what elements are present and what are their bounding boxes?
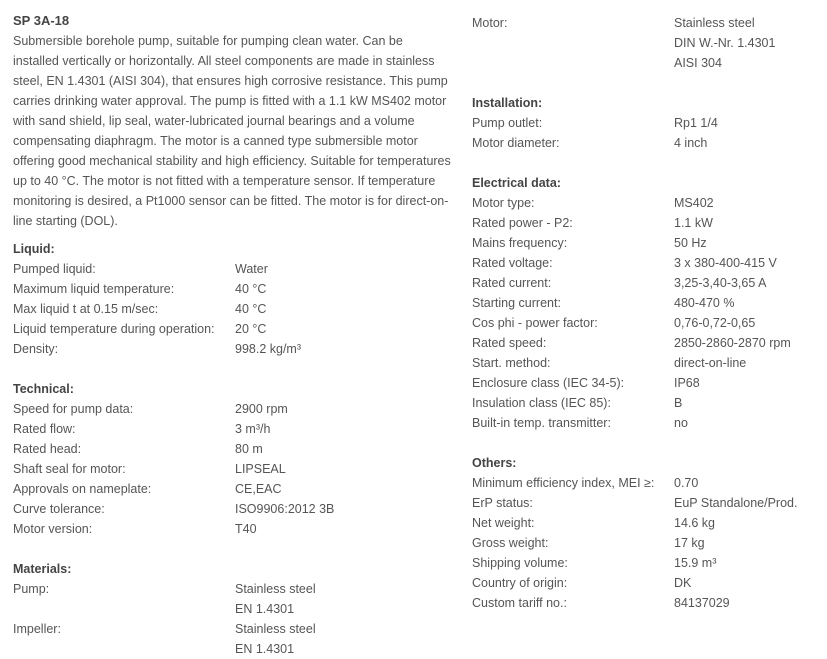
spec-row: [13, 619, 453, 659]
spec-label: Motor:: [472, 16, 508, 30]
spec-label: Enclosure class (IEC 34-5):: [472, 376, 625, 390]
spec-row: [472, 513, 822, 533]
right-column: [472, 13, 822, 613]
spec-value-line: DIN W.-Nr. 1.4301: [674, 36, 776, 50]
spec-value: 14.6 kg: [674, 516, 716, 530]
spec-row: [13, 519, 453, 539]
spec-label: Built-in temp. transmitter:: [472, 416, 611, 430]
spec-label: Insulation class (IEC 85):: [472, 396, 611, 410]
spec-value: DK: [674, 576, 692, 590]
others-table: [472, 473, 822, 613]
spec-row: [472, 593, 822, 613]
spec-label: Gross weight:: [472, 536, 549, 550]
spec-value: direct-on-line: [674, 356, 747, 370]
spec-value: LIPSEAL: [235, 462, 286, 476]
spec-row: [472, 333, 822, 353]
section-spacer: [13, 359, 453, 379]
spec-label: Rated voltage:: [472, 256, 553, 270]
section-title-materials: Materials:: [13, 562, 72, 576]
product-description: Submersible borehole pump, suitable for pumping clean water. Can be installed vertically or horizontally. All steel components are made in stainless steel, EN 1.4301 (AISI 304), that ensures high corrosive resistance. This pump carries drinking water approval. The pump is fitted with a 1.1 kW MS402 motor with sand shield, lip seal, water-lubricated journal bearings and a volume compensating diaphragm. The motor is a canned type submersible motor offering good mechanical stability and high efficiency. Suitable for temperatures up to 40 °C. The motor is not fitted with a temperature sensor. If temperature monitoring is desired, a Pt1000 sensor can be fitted. The motor is for direct-on-line starting (DOL).: [13, 34, 451, 228]
spec-value: 17 kg: [674, 536, 705, 550]
spec-label: Rated power - P2:: [472, 216, 573, 230]
spec-label: Pumped liquid:: [13, 262, 96, 276]
spec-value: 3 m³/h: [235, 422, 271, 436]
spec-label: Motor version:: [13, 522, 93, 536]
spec-row: [13, 399, 453, 419]
spec-value: Water: [235, 262, 268, 276]
spec-row: [13, 439, 453, 459]
spec-label: Net weight:: [472, 516, 535, 530]
spec-label: Impeller:: [13, 622, 61, 636]
spec-value: 4 inch: [674, 136, 708, 150]
spec-value-line: Stainless steel: [235, 582, 316, 596]
spec-value: 998.2 kg/m³: [235, 342, 302, 356]
spec-row: [472, 413, 822, 433]
spec-label: Shaft seal for motor:: [13, 462, 126, 476]
spec-label: Custom tariff no.:: [472, 596, 567, 610]
spec-value: 84137029: [674, 596, 730, 610]
spec-value: IP68: [674, 376, 700, 390]
section-spacer: [472, 73, 822, 93]
spec-row: [13, 339, 453, 359]
spec-label: Rated head:: [13, 442, 82, 456]
spec-row: [472, 253, 822, 273]
spec-value-line: AISI 304: [674, 56, 722, 70]
spec-row: [13, 499, 453, 519]
section-title-liquid: Liquid:: [13, 242, 55, 256]
spec-value: 20 °C: [235, 322, 267, 336]
spec-value: 15.9 m³: [674, 556, 717, 570]
section-title-others: Others:: [472, 456, 517, 470]
product-title: SP 3A-18: [13, 13, 70, 28]
spec-value: CE,EAC: [235, 482, 282, 496]
materials-table: [13, 579, 453, 659]
spec-value: 2900 rpm: [235, 402, 288, 416]
spec-label: Maximum liquid temperature:: [13, 282, 175, 296]
liquid-table: [13, 259, 453, 359]
spec-label: Speed for pump data:: [13, 402, 134, 416]
spec-value: [235, 579, 316, 619]
spec-row: [13, 279, 453, 299]
spec-value: 2850-2860-2870 rpm: [674, 336, 791, 350]
spec-row: [472, 193, 822, 213]
spec-label: ErP status:: [472, 496, 533, 510]
spec-row: [472, 213, 822, 233]
spec-row: [472, 233, 822, 253]
spec-value: ISO9906:2012 3B: [235, 502, 335, 516]
spec-row: [472, 473, 822, 493]
spec-row: [472, 373, 822, 393]
spec-value: 3 x 380-400-415 V: [674, 256, 777, 270]
spec-label: Motor type:: [472, 196, 535, 210]
section-title-electrical: Electrical data:: [472, 176, 561, 190]
installation-table: [472, 113, 822, 153]
section-title-technical: Technical:: [13, 382, 74, 396]
spec-row: [472, 393, 822, 413]
spec-value: [674, 13, 775, 73]
spec-label: Pump:: [13, 582, 50, 596]
spec-label: Starting current:: [472, 296, 561, 310]
spec-value: [235, 619, 316, 659]
spec-value-line: Stainless steel: [674, 16, 755, 30]
spec-value: 3,25-3,40-3,65 A: [674, 276, 767, 290]
spec-row: [13, 459, 453, 479]
spec-label: Cos phi - power factor:: [472, 316, 598, 330]
spec-label: Minimum efficiency index, MEI ≥:: [472, 476, 655, 490]
spec-value: T40: [235, 522, 257, 536]
spec-label: Pump outlet:: [472, 116, 543, 130]
electrical-table: [472, 193, 822, 433]
technical-table: [13, 399, 453, 539]
spec-row: [13, 579, 453, 619]
spec-value: Rp1 1/4: [674, 116, 718, 130]
spec-label: Mains frequency:: [472, 236, 568, 250]
spec-value-line: EN 1.4301: [235, 642, 295, 656]
spec-row: [472, 293, 822, 313]
spec-value: 40 °C: [235, 302, 267, 316]
spec-value: 1.1 kW: [674, 216, 713, 230]
spec-row: [472, 113, 822, 133]
spec-value: B: [674, 396, 683, 410]
spec-value: 50 Hz: [674, 236, 707, 250]
spec-label: Country of origin:: [472, 576, 568, 590]
spec-row: [13, 479, 453, 499]
spec-row: [472, 553, 822, 573]
spec-row: [472, 573, 822, 593]
spec-label: Density:: [13, 342, 59, 356]
spec-value-line: EN 1.4301: [235, 602, 295, 616]
spec-row: [13, 259, 453, 279]
spec-row: [13, 299, 453, 319]
spec-label: Rated speed:: [472, 336, 547, 350]
spec-value: 80 m: [235, 442, 263, 456]
spec-label: Start. method:: [472, 356, 551, 370]
section-title-installation: Installation:: [472, 96, 543, 110]
section-spacer: [472, 153, 822, 173]
spec-row: [13, 319, 453, 339]
spec-label: Rated current:: [472, 276, 552, 290]
spec-value: MS402: [674, 196, 714, 210]
spec-row: [13, 419, 453, 439]
spec-label: Curve tolerance:: [13, 502, 105, 516]
section-spacer: [13, 539, 453, 559]
left-column: [13, 0, 453, 659]
spec-value-line: Stainless steel: [235, 622, 316, 636]
spec-value: 40 °C: [235, 282, 267, 296]
spec-label: Approvals on nameplate:: [13, 482, 152, 496]
spec-row: [472, 353, 822, 373]
section-spacer: [472, 433, 822, 453]
spec-row: [472, 313, 822, 333]
spec-value: no: [674, 416, 688, 430]
spec-value: 0,76-0,72-0,65: [674, 316, 756, 330]
spec-row: [472, 533, 822, 553]
spec-value: 480-470 %: [674, 296, 735, 310]
spec-label: Liquid temperature during operation:: [13, 322, 215, 336]
spec-row: [472, 493, 822, 513]
spec-label: Shipping volume:: [472, 556, 568, 570]
spec-row: [472, 273, 822, 293]
spec-row: [472, 133, 822, 153]
spec-label: Rated flow:: [13, 422, 76, 436]
spec-label: Max liquid t at 0.15 m/sec:: [13, 302, 159, 316]
spec-row: [472, 13, 822, 73]
spec-label: Motor diameter:: [472, 136, 560, 150]
spec-value: 0.70: [674, 476, 699, 490]
spec-value: EuP Standalone/Prod.: [674, 496, 798, 510]
